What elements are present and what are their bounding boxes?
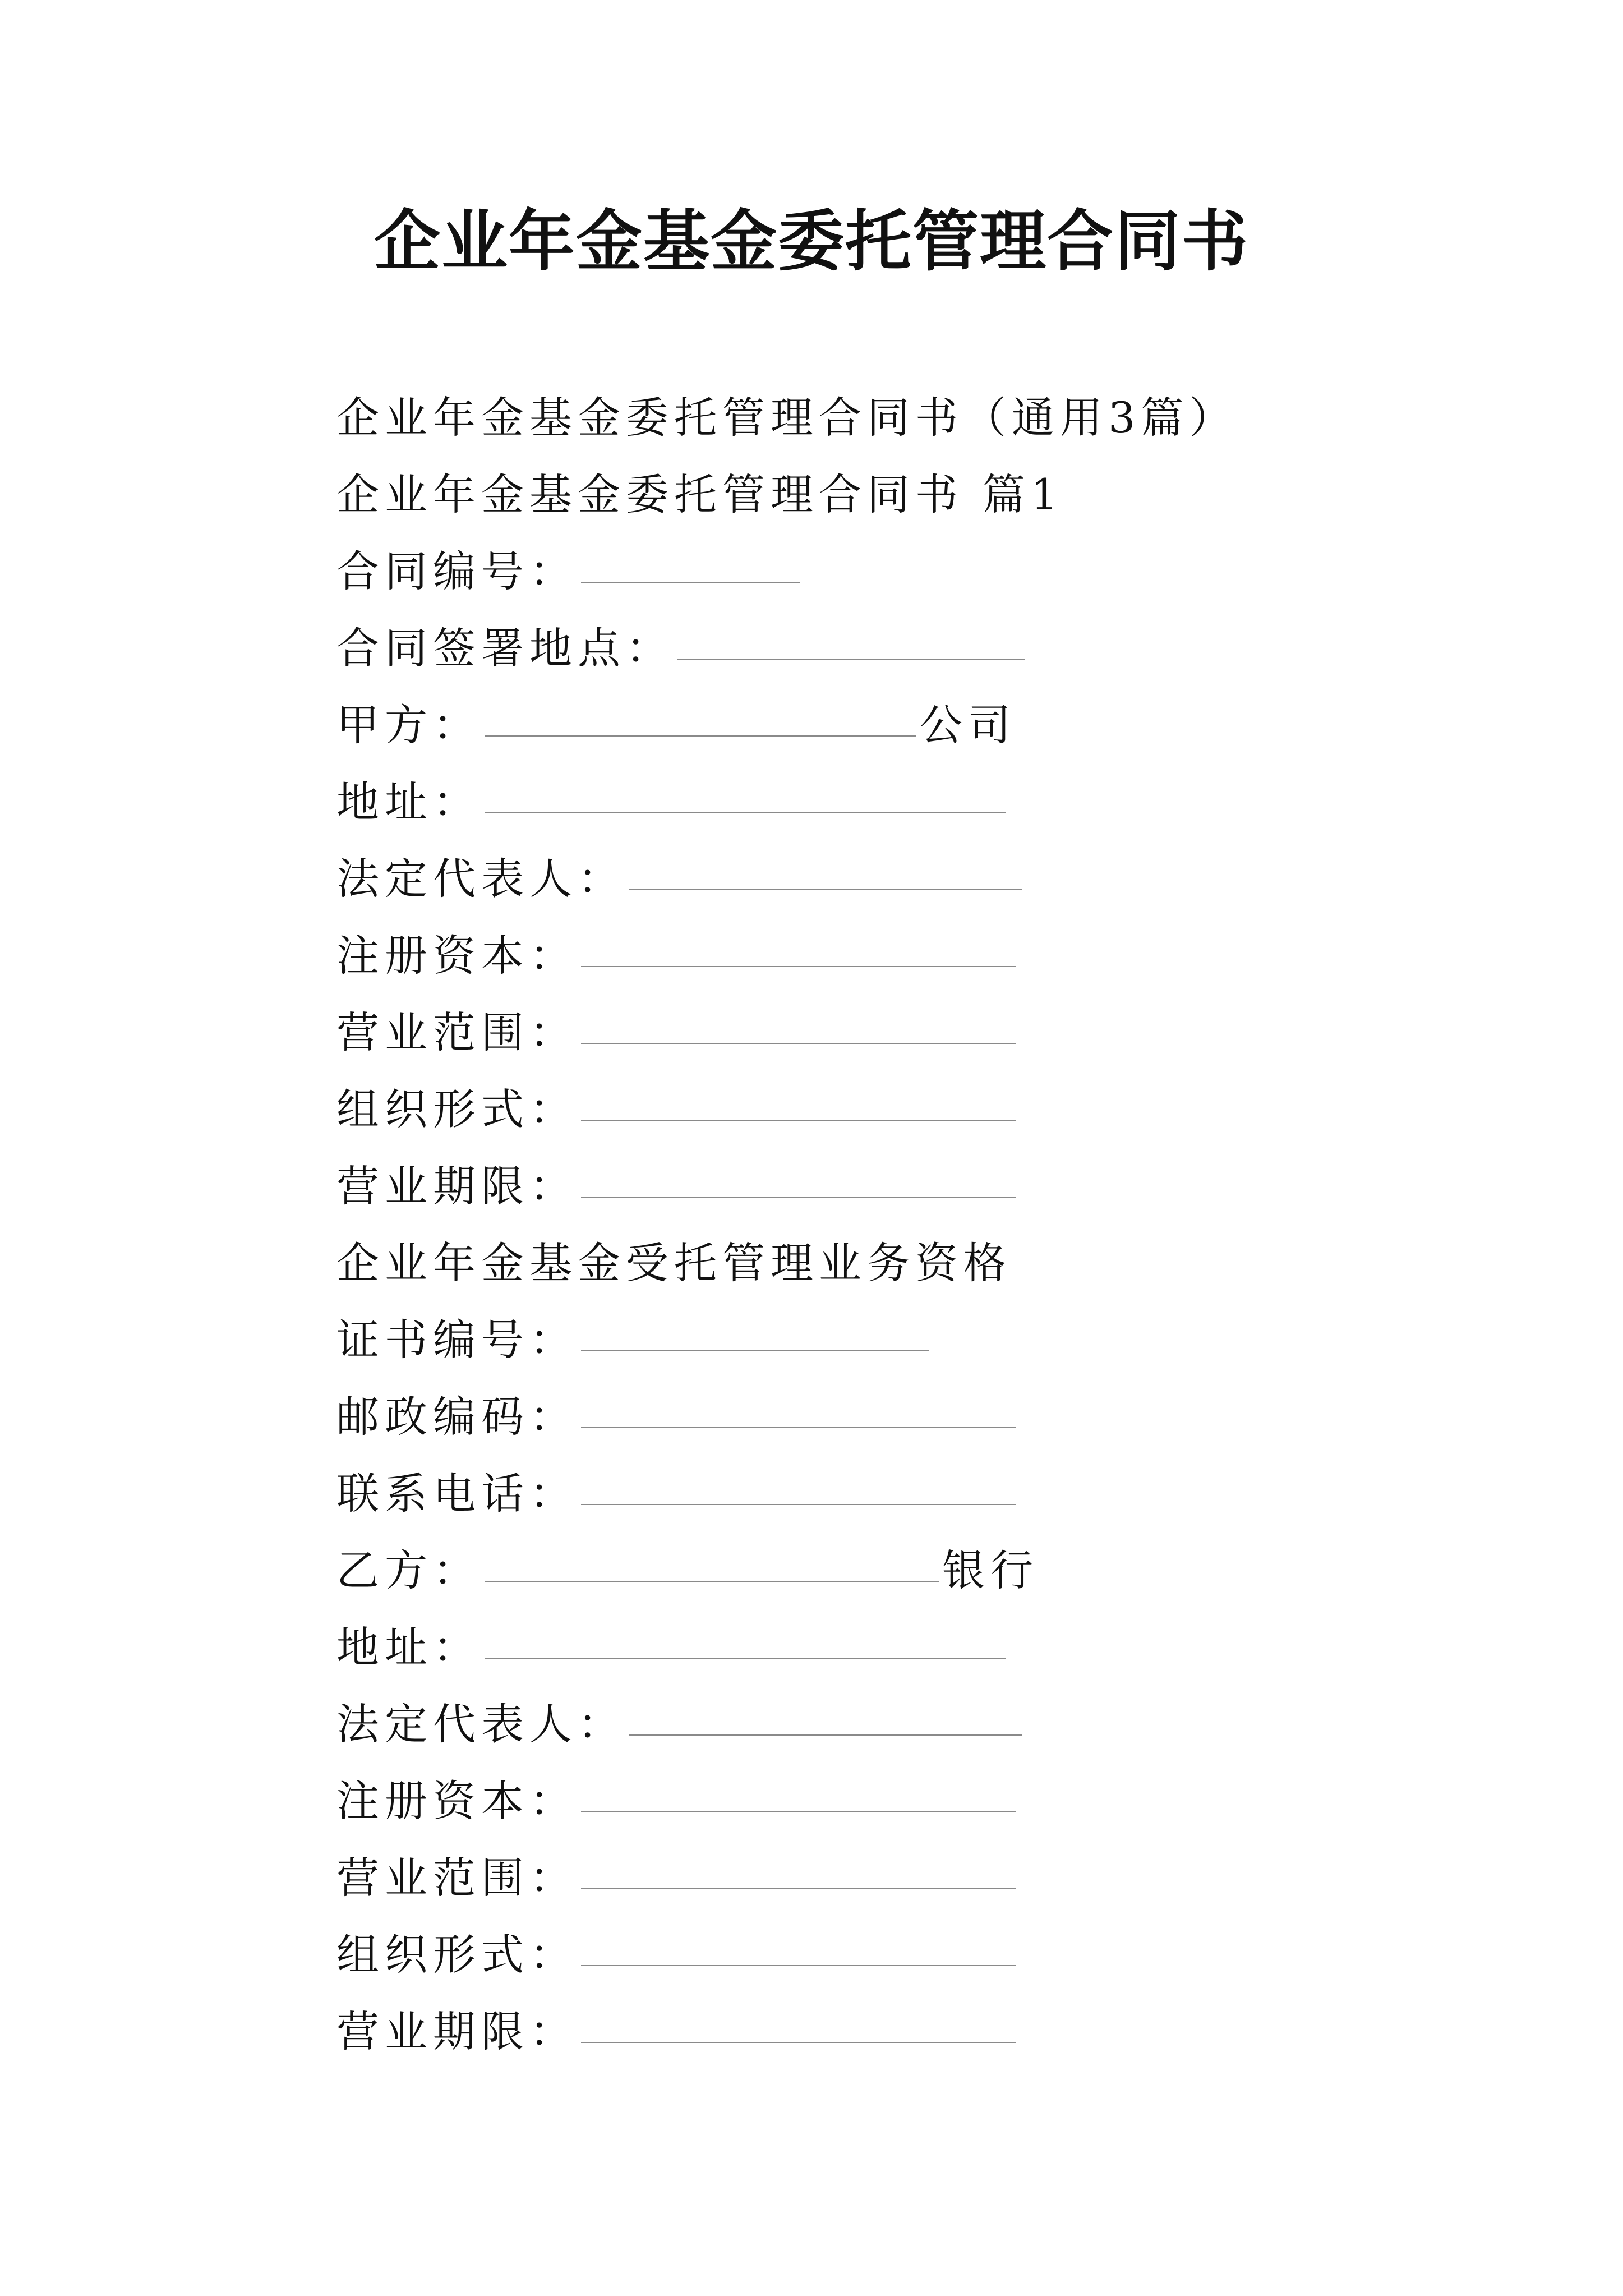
field-label: 法定代表人： <box>336 1699 626 1749</box>
fill-in-blank[interactable] <box>581 1811 1016 1812</box>
field-label: 营业期限： <box>336 2007 578 2056</box>
fill-in-blank[interactable] <box>629 889 1022 890</box>
field-label: 营业期限： <box>336 1161 578 1211</box>
fill-in-blank[interactable] <box>581 1427 1016 1428</box>
field-label: 乙方： <box>336 1545 481 1595</box>
fill-in-blank[interactable] <box>581 582 800 583</box>
field-party-b-business-scope <box>336 1836 1458 1913</box>
field-label: 组织形式： <box>336 1930 578 1980</box>
field-label: 组织形式： <box>336 1084 578 1134</box>
field-label: 注册资本： <box>336 931 578 981</box>
field-party-b-legal-rep <box>336 1682 1458 1759</box>
fill-in-blank[interactable] <box>581 2042 1016 2043</box>
fill-in-blank[interactable] <box>629 1734 1022 1736</box>
field-label: 地址： <box>336 777 481 827</box>
field-party-b-address <box>336 1605 1458 1682</box>
fill-in-blank[interactable] <box>485 812 1006 813</box>
fill-in-blank[interactable] <box>581 1965 1016 1966</box>
field-label: 企业年金基金受托管理业务资格 <box>336 1238 1012 1288</box>
field-party-b-org-form <box>336 1913 1458 1990</box>
field-party-a-address <box>336 760 1458 837</box>
field-label: 联系电话： <box>336 1469 578 1519</box>
field-label: 甲方： <box>336 700 481 750</box>
field-label: 注册资本： <box>336 1776 578 1826</box>
field-party-b-business-term <box>336 1990 1458 2067</box>
section-heading: 企业年金基金委托管理合同书 篇1 <box>336 470 1064 519</box>
field-party-a-business-scope <box>336 991 1458 1068</box>
fill-in-blank[interactable] <box>581 1120 1016 1121</box>
field-party-b-capital <box>336 1759 1458 1836</box>
fill-in-blank[interactable] <box>581 1043 1016 1044</box>
field-label: 合同签署地点： <box>336 623 674 673</box>
fill-in-blank[interactable] <box>581 1197 1016 1198</box>
field-label: 营业范围： <box>336 1853 578 1903</box>
field-phone <box>336 1452 1458 1529</box>
field-postal-code <box>336 1375 1458 1452</box>
field-qualification <box>336 1221 1458 1298</box>
field-party-a-legal-rep <box>336 837 1458 914</box>
field-label: 合同编号： <box>336 546 578 596</box>
field-suffix: 银行 <box>942 1545 1039 1595</box>
field-label: 证书编号： <box>336 1315 578 1365</box>
field-party-a <box>336 683 1458 760</box>
field-label: 法定代表人： <box>336 854 626 904</box>
fill-in-blank[interactable] <box>581 1888 1016 1889</box>
field-contract-number <box>336 530 1458 606</box>
field-party-b <box>336 1529 1458 1605</box>
document-title: 企业年金基金委托管理合同书 <box>374 202 1249 280</box>
field-signing-place <box>336 606 1458 683</box>
section-heading-line <box>336 453 1458 530</box>
field-party-a-business-term <box>336 1144 1458 1221</box>
document-subtitle: 企业年金基金委托管理合同书（通用3篇） <box>336 393 1238 443</box>
document-body <box>336 376 1458 2067</box>
fill-in-blank[interactable] <box>485 1658 1006 1659</box>
subtitle-line <box>336 376 1458 453</box>
fill-in-blank[interactable] <box>677 659 1025 660</box>
field-suffix: 公司 <box>920 700 1016 750</box>
fill-in-blank[interactable] <box>485 1581 939 1582</box>
field-label: 营业范围： <box>336 1007 578 1057</box>
fill-in-blank[interactable] <box>581 1504 1016 1505</box>
fill-in-blank[interactable] <box>581 1350 929 1351</box>
field-label: 邮政编码： <box>336 1392 578 1442</box>
field-label: 地址： <box>336 1622 481 1672</box>
fill-in-blank[interactable] <box>581 966 1016 967</box>
fill-in-blank[interactable] <box>485 735 916 737</box>
field-party-a-capital <box>336 914 1458 991</box>
field-certificate-number <box>336 1298 1458 1375</box>
field-party-a-org-form <box>336 1068 1458 1144</box>
